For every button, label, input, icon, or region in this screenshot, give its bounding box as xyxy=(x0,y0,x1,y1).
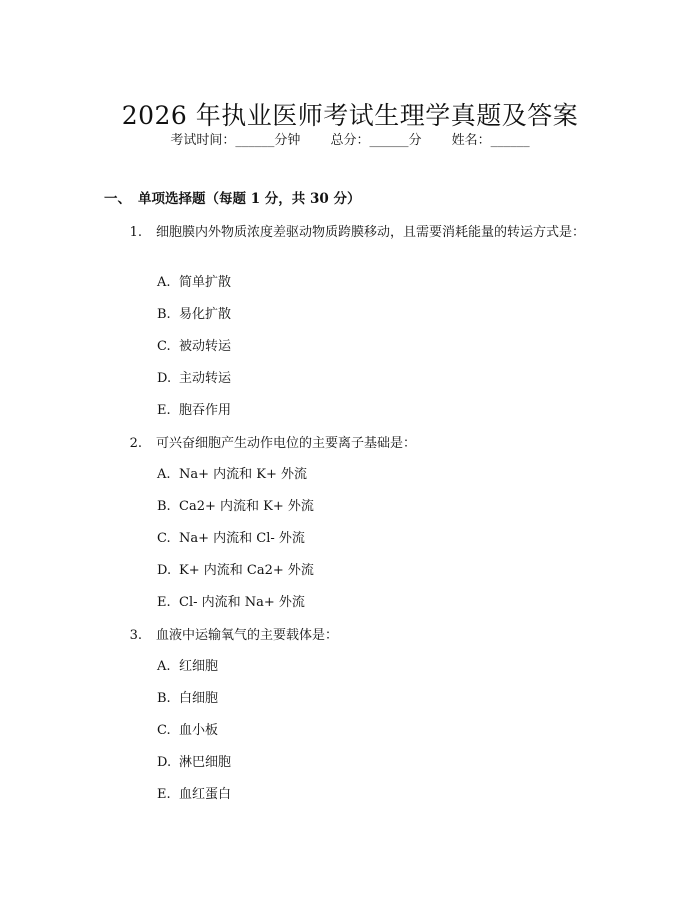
option-text: 红细胞 xyxy=(179,659,219,674)
question-number: 3. xyxy=(129,628,142,643)
question-3 xyxy=(104,625,594,647)
option-letter: C. xyxy=(157,531,171,546)
option-letter: E. xyxy=(157,787,171,802)
question-text: 细胞膜内外物质浓度差驱动物质跨膜移动，且需要消耗能量的转运方式是： xyxy=(156,225,586,240)
option-1e xyxy=(157,401,231,421)
option-letter: E. xyxy=(157,595,171,610)
exam-time-field: 考试时间：______分钟 xyxy=(170,133,301,148)
option-text: 被动转运 xyxy=(179,339,232,354)
option-letter: C. xyxy=(157,723,171,738)
option-text: 血红蛋白 xyxy=(179,787,232,802)
option-letter: E. xyxy=(157,403,171,418)
option-3d xyxy=(157,753,231,773)
page-title: 2026 年执业医师考试生理学真题及答案 xyxy=(121,100,579,130)
option-letter: C. xyxy=(157,339,171,354)
name-field: 姓名：______ xyxy=(451,133,530,148)
option-1a xyxy=(157,273,231,293)
option-text: Cl- 内流和 Na+ 外流 xyxy=(179,595,305,610)
option-1b xyxy=(157,305,231,325)
option-2c xyxy=(157,529,305,549)
question-2 xyxy=(104,433,594,455)
option-3b xyxy=(157,689,218,709)
total-score-field: 总分：______分 xyxy=(330,133,422,148)
question-text: 血液中运输氧气的主要载体是： xyxy=(156,628,339,643)
option-letter: D. xyxy=(157,371,172,386)
section-title: 单项选择题（每题 1 分，共 30 分） xyxy=(138,191,361,207)
question-number: 2. xyxy=(129,436,142,451)
option-letter: B. xyxy=(157,307,171,322)
option-letter: B. xyxy=(157,499,171,514)
option-2d xyxy=(157,561,314,581)
option-text: 主动转运 xyxy=(179,371,232,386)
section-number: 一、 xyxy=(104,191,131,207)
option-1d xyxy=(157,369,231,389)
option-letter: A. xyxy=(157,659,171,674)
option-1c xyxy=(157,337,231,357)
option-text: 胞吞作用 xyxy=(179,403,232,418)
option-letter: A. xyxy=(157,275,171,290)
option-3c xyxy=(157,721,218,741)
option-text: 简单扩散 xyxy=(179,275,232,290)
exam-meta xyxy=(0,131,700,151)
option-text: Na+ 内流和 Cl- 外流 xyxy=(179,531,305,546)
option-text: 易化扩散 xyxy=(179,307,232,322)
option-letter: D. xyxy=(157,563,172,578)
option-text: 白细胞 xyxy=(179,691,219,706)
option-2a xyxy=(157,465,307,485)
option-text: 淋巴细胞 xyxy=(179,755,232,770)
option-letter: A. xyxy=(157,467,171,482)
section-heading xyxy=(104,189,360,209)
question-1 xyxy=(104,222,594,244)
option-2b xyxy=(157,497,314,517)
option-text: Na+ 内流和 K+ 外流 xyxy=(179,467,308,482)
option-text: 血小板 xyxy=(179,723,219,738)
question-text: 可兴奋细胞产生动作电位的主要离子基础是： xyxy=(156,436,417,451)
option-letter: D. xyxy=(157,755,172,770)
option-3a xyxy=(157,657,218,677)
option-letter: B. xyxy=(157,691,171,706)
option-3e xyxy=(157,785,231,805)
option-text: Ca2+ 内流和 K+ 外流 xyxy=(179,499,314,514)
option-text: K+ 内流和 Ca2+ 外流 xyxy=(179,563,314,578)
question-number: 1. xyxy=(129,225,142,240)
option-2e xyxy=(157,593,305,613)
